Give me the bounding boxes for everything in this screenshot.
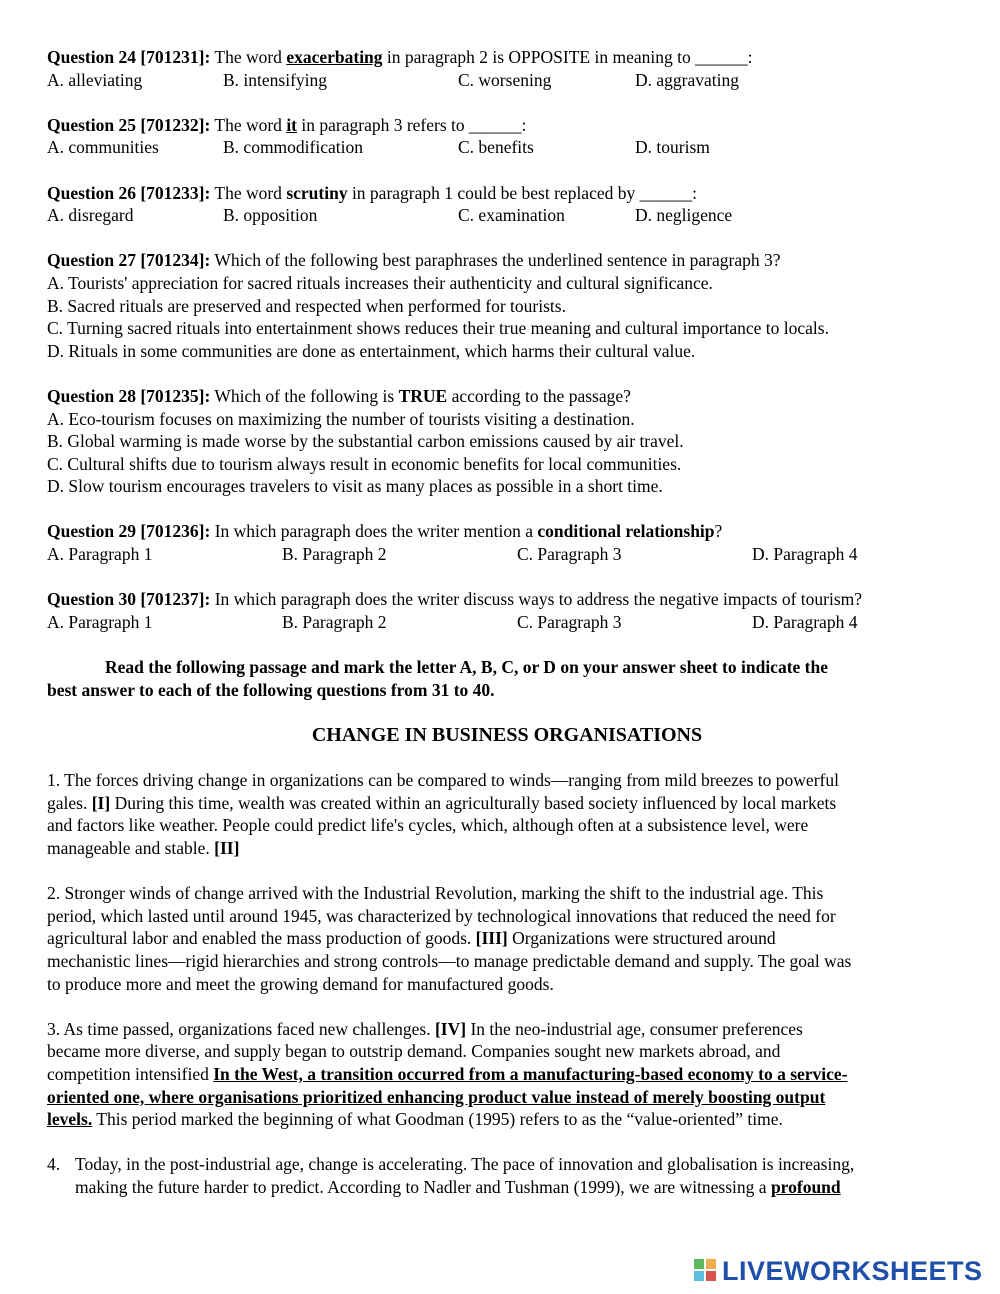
question-24 (47, 46, 967, 91)
question-30 (47, 588, 967, 633)
option-d[interactable]: D. tourism (635, 137, 710, 158)
position-marker: [III] (475, 928, 508, 949)
question-text: Which of the following is (210, 385, 399, 406)
option-d[interactable]: D. Slow tourism encourages travelers to visit as many places as possible in a short time. (47, 476, 663, 497)
option-c[interactable]: C. Turning sacred rituals into entertainment shows reduces their true meaning and cultural importance to locals. (47, 318, 829, 339)
option-c[interactable]: C. Paragraph 3 (517, 611, 622, 632)
paragraph-3: 3. As time passed, organizations faced new challenges. [IV] In the neo-industrial age, consumer preferences became more diverse, and supply began to outstrip demand. Companies sought new markets abroad, and competition intensified In the West, a transition occurred from a manufacturing-based economy to a service- oriented one, where organisations prioritized enhancing product value instead of merely boosting output levels. This period marked the beginning of what Goodman (1995) refers to as the “value-oriented” time. (47, 1018, 848, 1130)
question-text: The word (210, 114, 287, 135)
question-label: Question 25 [701232]: (47, 114, 211, 135)
option-d[interactable]: D. Rituals in some communities are done as entertainment, which harms their cultural value. (47, 340, 696, 361)
question-label: Question 28 [701235]: (47, 385, 211, 406)
question-label: Question 26 [701233]: (47, 182, 211, 203)
instruction-line: Read the following passage and mark the letter A, B, C, or D on your answer sheet to indicate the (105, 657, 828, 678)
liveworksheets-logo (694, 1256, 983, 1286)
question-28 (47, 385, 967, 498)
option-a[interactable]: A. alleviating (47, 69, 143, 90)
question-text: The word (210, 47, 287, 67)
question-label: Question 29 [701236]: (47, 521, 211, 542)
liveworksheets-logo-icon (694, 1259, 718, 1283)
question-26 (47, 182, 967, 227)
question-text: In which paragraph does the writer mention a (210, 521, 538, 542)
reading-instruction (47, 656, 967, 701)
worksheet-page (47, 46, 967, 1199)
target-word: exacerbating (286, 47, 383, 67)
question-text: according to the passage? (447, 385, 631, 406)
option-b[interactable]: B. intensifying (223, 69, 328, 90)
paragraph-2: 2. Stronger winds of change arrived with the Industrial Revolution, marking the shift to the industrial age. This period, which lasted until around 1945, was characterized by technological innovations that reduced the need for agricultural labor and enabled the mass production of goods. [III] Organizations were structured around mechanistic lines—rigid hierarchies and strong controls—to manage predictable demand and supply. The goal was to produce more and meet the growing demand for manufactured goods. (47, 883, 852, 994)
option-a[interactable]: A. communities (47, 137, 159, 158)
paragraph-4: 4. Today, in the post-industrial age, change is accelerating. The pace of innovation and globalisation is increasing, making the future harder to predict. According to Nadler and Tushman (1999), we are witnessing a profound (47, 1154, 855, 1197)
option-c[interactable]: C. Paragraph 3 (517, 544, 622, 565)
underlined-sentence: oriented one, where organisations prioritized enhancing product value instead of merely boosting output (47, 1086, 826, 1107)
question-text: ? (714, 521, 723, 542)
option-a[interactable]: A. Paragraph 1 (47, 544, 153, 565)
option-b[interactable]: B. Global warming is made worse by the substantial carbon emissions caused by air travel. (47, 431, 684, 452)
target-word: profound (770, 1176, 841, 1197)
option-c[interactable]: C. worsening (458, 69, 552, 90)
target-word: conditional relationship (537, 521, 715, 542)
option-b[interactable]: B. commodification (223, 137, 363, 158)
question-label: Question 27 [701234]: (47, 250, 211, 271)
option-a[interactable]: A. Eco-tourism focuses on maximizing the number of tourists visiting a destination. (47, 408, 635, 429)
position-marker: [II] (214, 838, 240, 858)
target-word: it (286, 114, 298, 135)
question-text: Which of the following best paraphrases the underlined sentence in paragraph 3? (210, 250, 781, 271)
question-25 (47, 114, 967, 159)
position-marker: [I] (91, 792, 111, 813)
passage-title: CHANGE IN BUSINESS ORGANISATIONS (311, 724, 703, 747)
option-b[interactable]: B. Paragraph 2 (282, 544, 387, 565)
question-label: Question 24 [701231]: (47, 47, 211, 67)
logo-text: LIVEWORKSHEETS (722, 1255, 983, 1286)
question-text: In which paragraph does the writer discuss ways to address the negative impacts of tourism? (210, 589, 863, 610)
option-c[interactable]: C. examination (458, 205, 565, 226)
question-29 (47, 520, 967, 565)
paragraph-1: 1. The forces driving change in organizations can be compared to winds—ranging from mild breezes to powerful gales. [I] During this time, wealth was created within an agriculturally based society influenced by local markets and factors like weather. People could predict life's cycles, which, although often at a subsistence level, were manageable and stable. [II] (47, 770, 839, 858)
underlined-sentence: In the West, a transition occurred from a manufacturing-based economy to a service- (213, 1063, 848, 1084)
question-text: in paragraph 1 could be best replaced by ______: (347, 182, 697, 203)
question-text: The word (210, 182, 287, 203)
option-d[interactable]: D. aggravating (635, 69, 739, 90)
question-text: in paragraph 3 refers to ______: (297, 114, 527, 135)
question-27 (47, 249, 967, 362)
option-c[interactable]: C. benefits (458, 137, 534, 158)
question-text: in paragraph 2 is OPPOSITE in meaning to ______: (382, 47, 753, 67)
option-a[interactable]: A. disregard (47, 205, 134, 226)
option-b[interactable]: B. Paragraph 2 (282, 611, 387, 632)
underlined-sentence: levels. (47, 1109, 93, 1130)
option-a[interactable]: A. Tourists' appreciation for sacred rituals increases their authenticity and cultural significance. (47, 272, 713, 293)
instruction-line: best answer to each of the following questions from 31 to 40. (47, 679, 495, 700)
option-d[interactable]: D. Paragraph 4 (752, 611, 858, 632)
option-a[interactable]: A. Paragraph 1 (47, 611, 153, 632)
target-word: TRUE (398, 385, 448, 406)
option-b[interactable]: B. opposition (223, 205, 318, 226)
target-word: scrutiny (286, 182, 348, 203)
question-label: Question 30 [701237]: (47, 589, 211, 610)
option-d[interactable]: D. Paragraph 4 (752, 544, 858, 565)
option-d[interactable]: D. negligence (635, 205, 733, 226)
position-marker: [IV] (434, 1018, 467, 1039)
option-c[interactable]: C. Cultural shifts due to tourism always result in economic benefits for local communities. (47, 453, 682, 474)
option-b[interactable]: B. Sacred rituals are preserved and respected when performed for tourists. (47, 295, 566, 316)
